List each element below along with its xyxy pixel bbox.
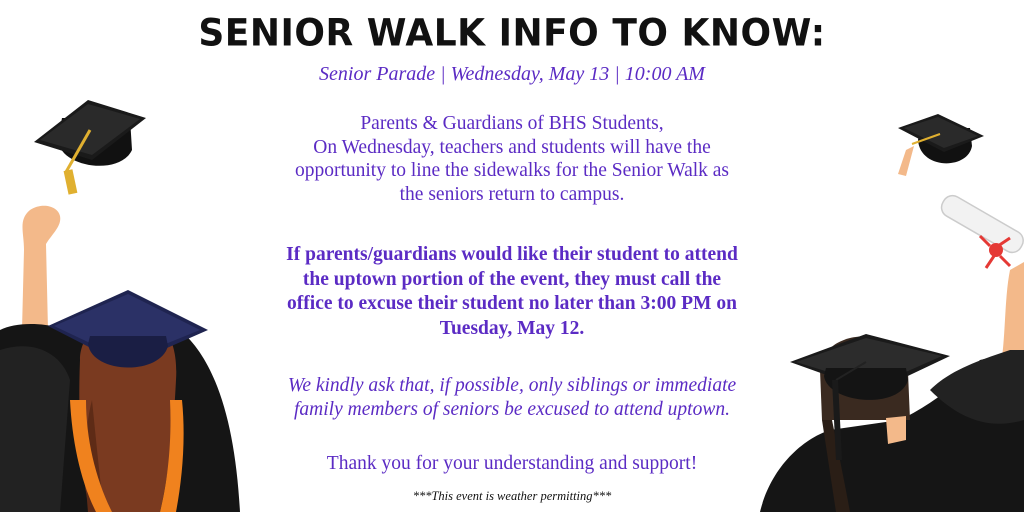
notice-line: office to excuse their student no later than 3:00 PM on — [287, 293, 737, 314]
flying-cap-right-icon — [898, 114, 984, 176]
flying-cap-left-icon — [34, 100, 146, 195]
notice-line: the uptown portion of the event, they must call the — [302, 268, 722, 290]
intro-line: On Wednesday, teachers and students will have the — [313, 136, 711, 158]
request-line: family members of seniors be excused to attend uptown. — [294, 398, 730, 420]
page-title: SENIOR WALK INFO TO KNOW: — [198, 11, 826, 56]
announcement — [200, 0, 824, 512]
notice-line: If parents/guardians would like their student to attend — [286, 244, 738, 265]
thanks-text: Thank you for your understanding and support! — [326, 453, 698, 474]
intro-paragraph — [200, 112, 824, 206]
request-line: We kindly ask that, if possible, only siblings or immediate — [287, 375, 737, 396]
weather-note: ***This event is weather permitting*** — [412, 489, 612, 503]
event-subtitle: Senior Parade | Wednesday, May 13 | 10:00 AM — [319, 63, 705, 85]
diploma-icon — [938, 192, 1024, 268]
notice-line: Tuesday, May 12. — [439, 317, 585, 339]
request-paragraph — [200, 374, 824, 421]
intro-line: the seniors return to campus. — [399, 183, 625, 205]
intro-line: opportunity to line the sidewalks for the Senior Walk as — [294, 160, 730, 181]
intro-line: Parents & Guardians of BHS Students, — [360, 113, 664, 134]
notice-paragraph — [200, 243, 824, 341]
